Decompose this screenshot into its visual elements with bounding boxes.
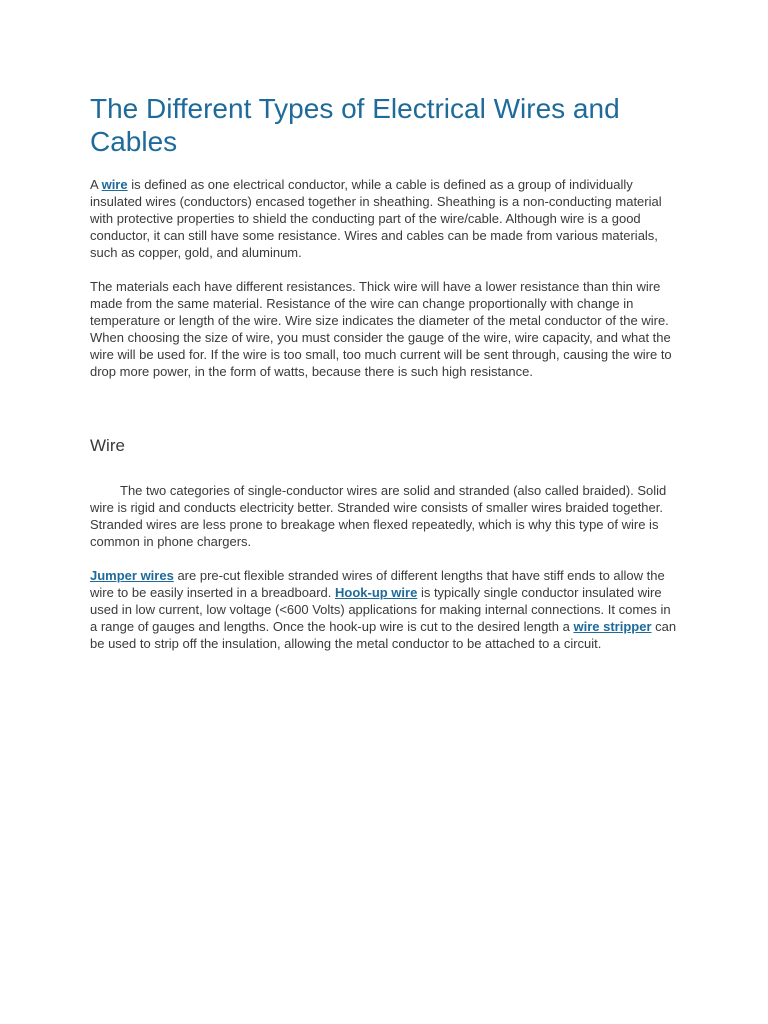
jumper-wires-paragraph — [90, 567, 680, 652]
hook-up-wire-link[interactable]: Hook-up wire — [334, 585, 418, 600]
jumper-text-3: can be used to strip off the insulation, allowing the metal conductor to be attached to a circuit. — [90, 619, 677, 651]
page-title: The Different Types of Electrical Wires and Cables — [90, 93, 620, 157]
wire-link[interactable]: wire — [101, 177, 128, 192]
wire-categories-paragraph: The two categories of single-conductor wires are solid and stranded (also called braided). Solid wire is rigid and conducts electricity better. Stranded wire consists of smaller wires braided together. Stranded wires are less prone to breakage when flexed repeatedly, which is why this type of wire is common in phone chargers. — [90, 483, 667, 549]
section-heading-wire: Wire — [90, 436, 125, 455]
materials-paragraph: The materials each have different resistances. Thick wire will have a lower resistance than thin wire made from the same material. Resistance of the wire can change proportionally with change in temperature or length of the wire. Wire size indicates the diameter of the metal conductor of the wire. When choosing the size of wire, you must consider the gauge of the wire, wire capacity, and what the wire will be used for. If the wire is too small, too much current will be sent through, causing the wire to drop more power, in the form of watts, because there is such high resistance. — [90, 279, 672, 379]
intro-paragraph — [90, 176, 680, 261]
jumper-text-2: is typically single conductor insulated wire used in low current, low voltage (<600 Volts) applications for making internal connections. It comes in a range of gauges and lengths. Once the hook-up wire is cut to the desired length a — [90, 585, 671, 634]
jumper-text-1: are pre-cut flexible stranded wires of different lengths that have stiff ends to allow the wire to be easily inserted in a breadboard. — [90, 568, 665, 600]
intro-text-start: A — [90, 177, 102, 192]
wire-stripper-link[interactable]: wire stripper — [573, 619, 652, 634]
jumper-wires-link[interactable]: Jumper wires — [90, 568, 174, 583]
document-page — [90, 92, 680, 652]
intro-text-rest: is defined as one electrical conductor, while a cable is defined as a group of individually insulated wires (conductors) encased together in sheathing. Sheathing is a non-conducting material with protective properties to shield the conducting part of the wire/cable. Although wire is a good conductor, it can still have some resistance. Wires and cables can be made from various materials, such as copper, gold, and aluminum. — [90, 177, 662, 260]
